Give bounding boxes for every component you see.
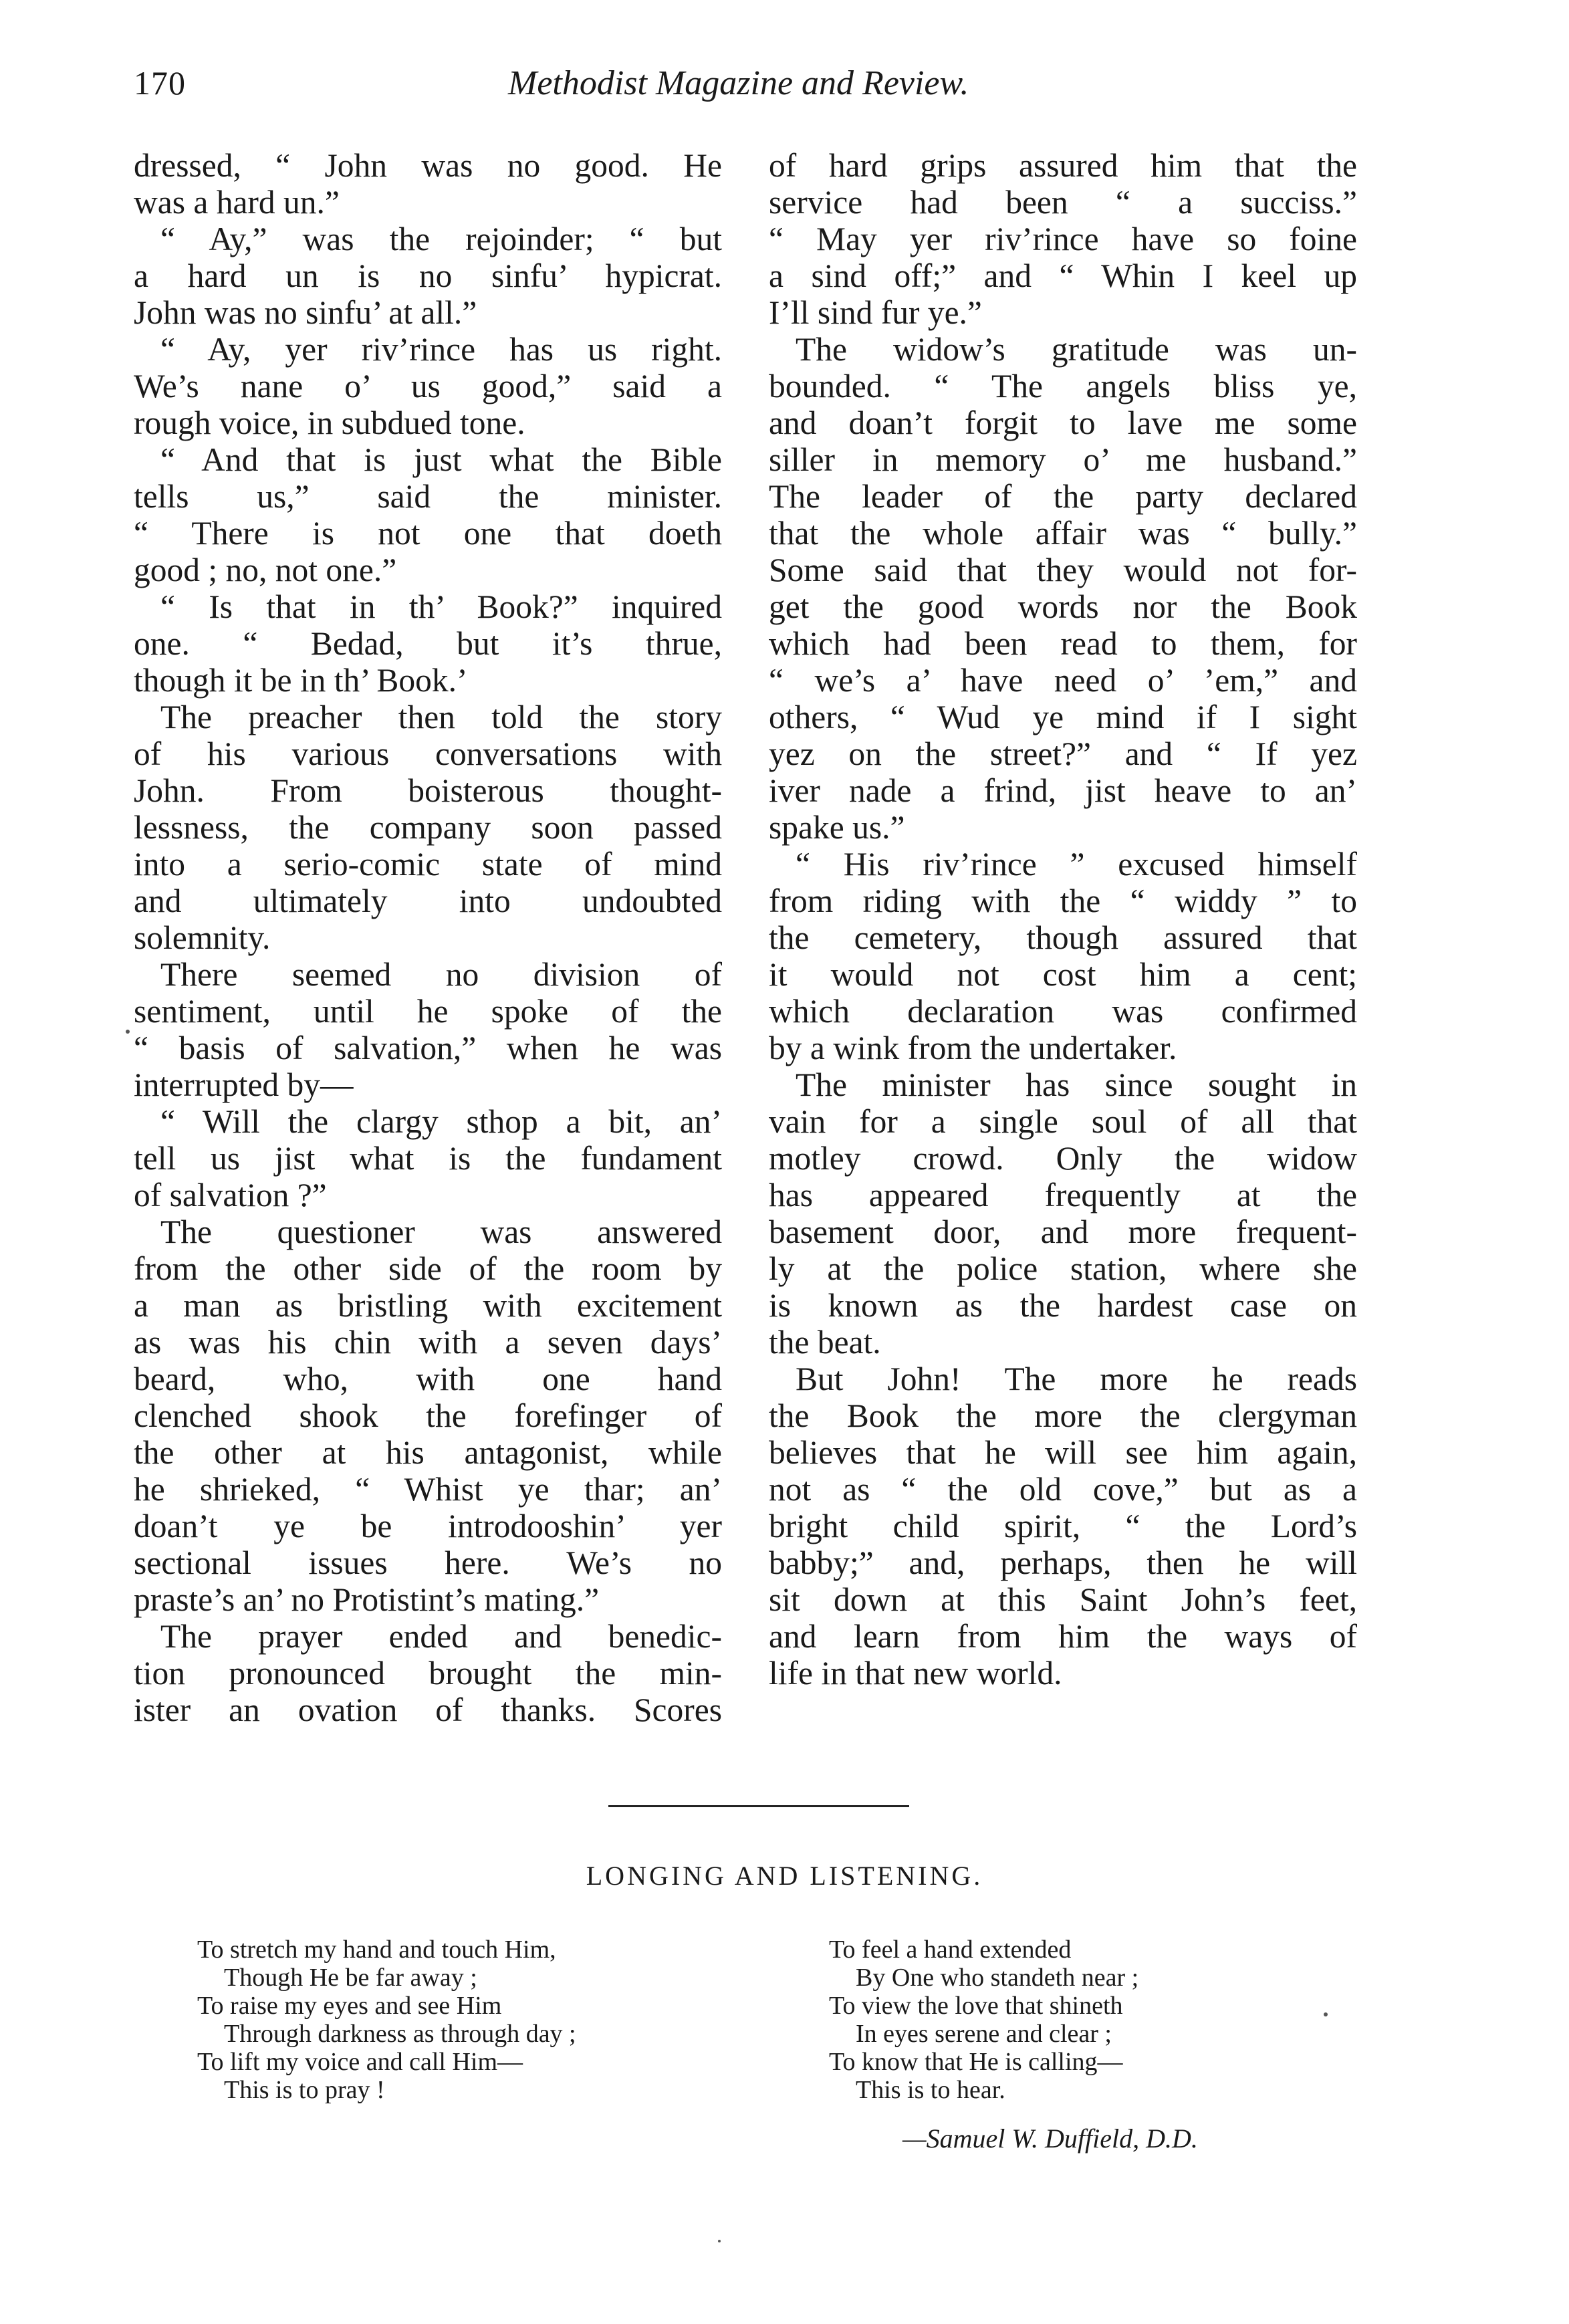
text-line: “ Is that in th’ Book?” inquired [160,588,722,625]
text-line: that the whole affair was “ bully.” [769,515,1357,552]
text-line: by a wink from the undertaker. [769,1030,1177,1066]
text-line: “ we’s a’ have need o’ ’em,” and [769,662,1357,699]
text-line: The preacher then told the story [160,699,722,735]
text-line: as was his chin with a seven days’ [134,1324,722,1361]
poem-line: Though He be far away ; [224,1964,477,1992]
text-line: The leader of the party declared [769,478,1357,515]
print-speck [126,1030,130,1034]
text-line: clenched shook the forefinger of [134,1397,722,1434]
poem-signature: —Samuel W. Duffield, D.D. [902,2123,1198,2154]
text-line: siller in memory o’ me husband.” [769,441,1357,478]
text-line: motley crowd. Only the widow [769,1140,1357,1177]
text-line: “ His riv’rince ” excused himself [796,846,1357,883]
section-divider [608,1805,909,1807]
text-line: and ultimately into undoubted [134,883,722,919]
text-line: “ Will the clargy sthop a bit, an’ [160,1103,722,1140]
poem-line: To raise my eyes and see Him [197,1992,502,2020]
text-line: a hard un is no sinfu’ hypicrat. [134,257,722,294]
poem-title: LONGING AND LISTENING. [586,1861,983,1891]
text-line: solemnity. [134,919,271,956]
text-line: tells us,” said the minister. [134,478,722,515]
text-line: But John! The more he reads [796,1361,1357,1397]
text-line: and learn from him the ways of [769,1618,1357,1655]
text-line: one. “ Bedad, but it’s thrue, [134,625,722,662]
text-line: iver nade a frind, jist heave to an’ [769,772,1357,809]
text-line: beard, who, with one hand [134,1361,722,1397]
text-line: the Book the more the clergyman [769,1397,1357,1434]
text-line: dressed, “ John was no good. He [134,147,722,184]
text-line: is known as the hardest case on [769,1287,1357,1324]
text-line: from riding with the “ widdy ” to [769,883,1357,919]
text-line: “ Ay,” was the rejoinder; “ but [160,221,722,257]
text-line: The questioner was answered [160,1213,722,1250]
text-line: sit down at this Saint John’s feet, [769,1581,1357,1618]
poem-line: To stretch my hand and touch Him, [197,1936,556,1964]
text-line: has appeared frequently at the [769,1177,1357,1213]
left-column [134,147,722,1728]
text-line: “ basis of salvation,” when he was [134,1030,722,1066]
text-line: good ; no, not one.” [134,552,397,588]
text-line: We’s nane o’ us good,” said a [134,368,722,404]
poem-line: By One who standeth near ; [856,1964,1139,1992]
poem-line: In eyes serene and clear ; [856,2020,1112,2048]
text-line: which declaration was confirmed [769,993,1357,1030]
poem-line: To lift my voice and call Him— [197,2048,523,2076]
text-line: tell us jist what is the fundament [134,1140,722,1177]
text-line: bounded. “ The angels bliss ye, [769,368,1357,404]
text-line: of his various conversations with [134,735,722,772]
text-line: yez on the street?” and “ If yez [769,735,1357,772]
print-speck [718,2240,721,2242]
text-line: ly at the police station, where she [769,1250,1357,1287]
poem-line: This is to pray ! [224,2076,385,2104]
text-line: which had been read to them, for [769,625,1357,662]
text-line: not as “ the old cove,” but as a [769,1471,1357,1508]
text-line: believes that he will see him again, [769,1434,1357,1471]
print-speck [1324,2012,1328,2016]
text-line: “ Ay, yer riv’rince has us right. [160,331,722,368]
text-line: John. From boisterous thought- [134,772,722,809]
text-line: life in that new world. [769,1655,1062,1692]
text-line: service had been “ a succiss.” [769,184,1357,221]
text-line: others, “ Wud ye mind if I sight [769,699,1357,735]
text-line: of salvation ?” [134,1177,327,1213]
poem-line: To know that He is calling— [829,2048,1123,2076]
text-line: basement door, and more frequent- [769,1213,1357,1250]
text-line: the cemetery, though assured that [769,919,1357,956]
text-line: spake us.” [769,809,905,846]
page-header [134,64,1350,117]
text-line: it would not cost him a cent; [769,956,1357,993]
text-line: John was no sinfu’ at all.” [134,294,477,331]
text-line: The prayer ended and benedic- [160,1618,722,1655]
poem-stanza-1 [197,1936,576,2104]
poem-line: Through darkness as through day ; [224,2020,576,2048]
text-line: the beat. [769,1324,881,1361]
text-line: doan’t ye be introdooshin’ yer [134,1508,722,1544]
text-line: was a hard un.” [134,184,340,221]
text-line: “ May yer riv’rince have so foine [769,221,1357,257]
right-column [769,147,1357,1692]
text-line: There seemed no division of [160,956,722,993]
text-line: I’ll sind fur ye.” [769,294,982,331]
poem-line: To view the love that shineth [829,1992,1123,2020]
text-line: get the good words nor the Book [769,588,1357,625]
text-line: tion pronounced brought the min- [134,1655,722,1692]
text-line: sentiment, until he spoke of the [134,993,722,1030]
text-line: ister an ovation of thanks. Scores [134,1692,722,1728]
page-number: 170 [134,64,186,102]
text-line: of hard grips assured him that the [769,147,1357,184]
text-line: and doan’t forgit to lave me some [769,404,1357,441]
poem-stanza-2 [829,1936,1138,2104]
text-line: into a serio-comic state of mind [134,846,722,883]
text-line: though it be in th’ Book.’ [134,662,468,699]
running-head: Methodist Magazine and Review. [508,64,969,102]
text-line: rough voice, in subdued tone. [134,404,525,441]
text-line: bright child spirit, “ the Lord’s [769,1508,1357,1544]
text-line: he shrieked, “ Whist ye thar; an’ [134,1471,722,1508]
text-line: sectional issues here. We’s no [134,1544,722,1581]
text-line: The minister has since sought in [796,1066,1357,1103]
text-line: the other at his antagonist, while [134,1434,722,1471]
text-line: praste’s an’ no Protistint’s mating.” [134,1581,600,1618]
text-line: from the other side of the room by [134,1250,722,1287]
text-line: a man as bristling with excitement [134,1287,722,1324]
text-line: Some said that they would not for- [769,552,1357,588]
text-line: a sind off;” and “ Whin I keel up [769,257,1357,294]
text-line: lessness, the company soon passed [134,809,722,846]
text-line: babby;” and, perhaps, then he will [769,1544,1357,1581]
text-line: “ There is not one that doeth [134,515,722,552]
text-line: The widow’s gratitude was un- [796,331,1357,368]
poem-line: This is to hear. [856,2076,1005,2104]
text-line: “ And that is just what the Bible [160,441,722,478]
text-line: vain for a single soul of all that [769,1103,1357,1140]
text-line: interrupted by— [134,1066,354,1103]
poem-line: To feel a hand extended [829,1936,1072,1964]
